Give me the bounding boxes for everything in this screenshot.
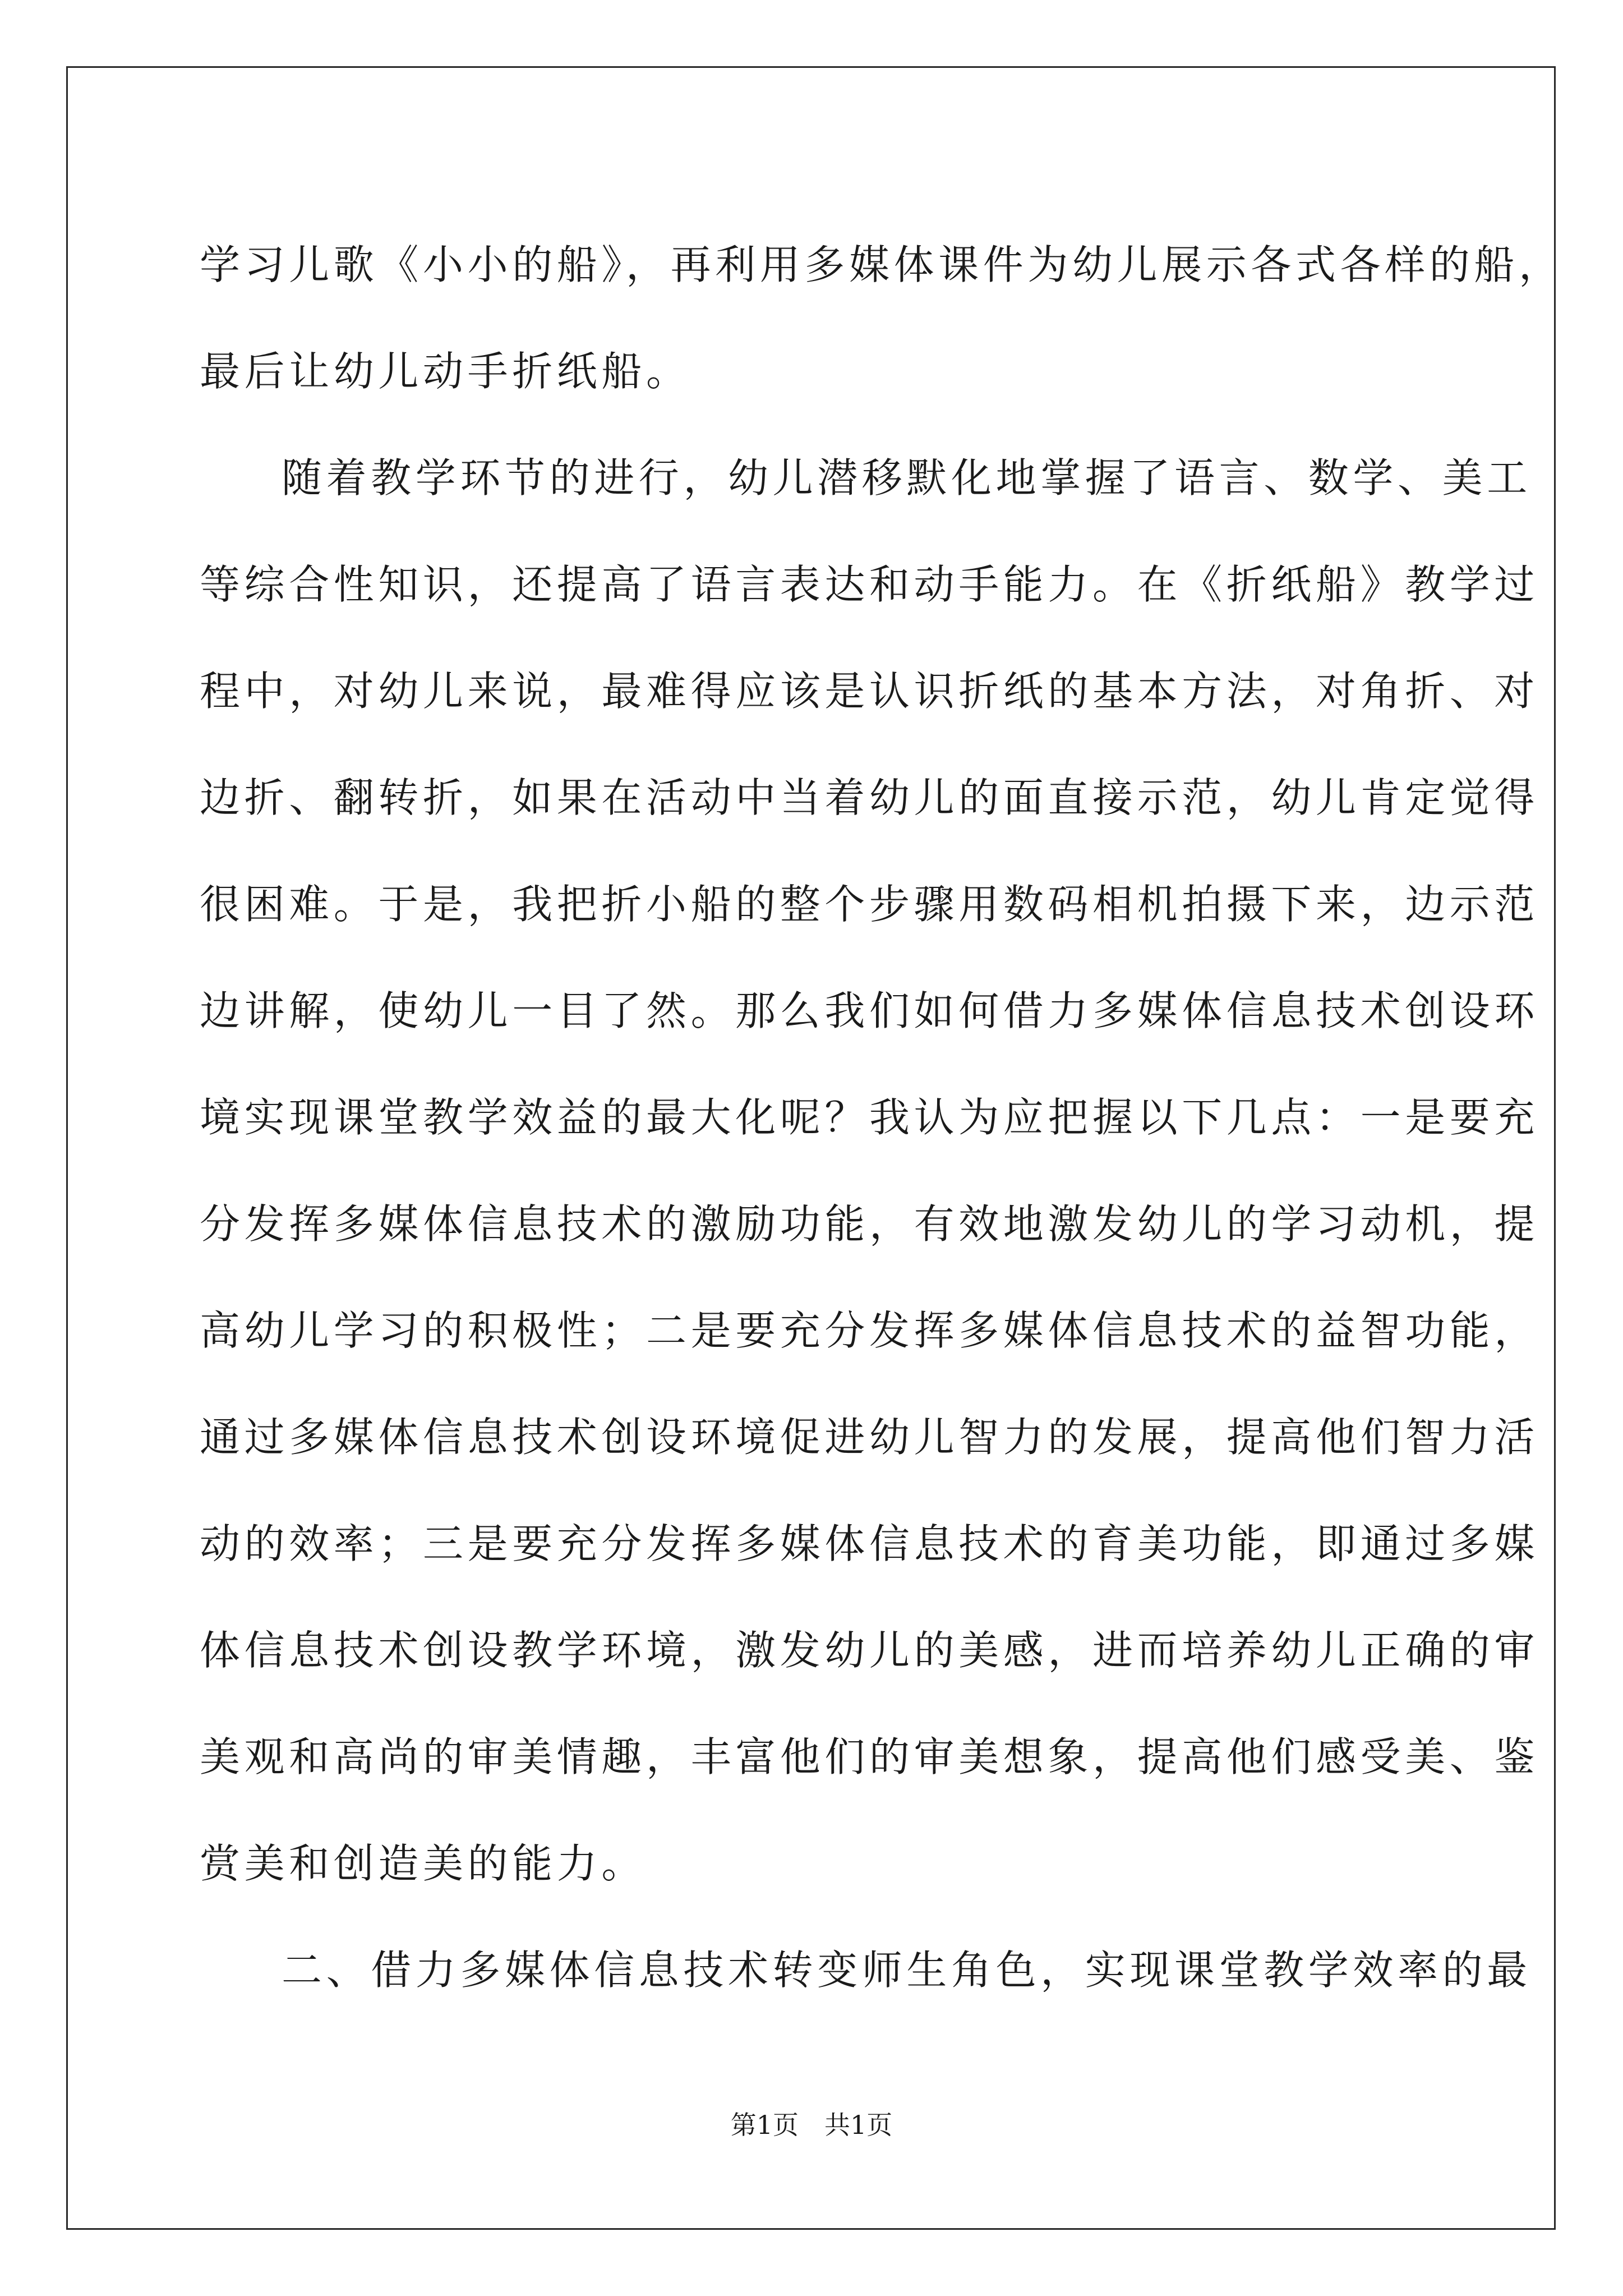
page-number-footer: 第1页 共1页 xyxy=(730,2110,893,2140)
text-line: 程中，对幼儿来说，最难得应该是认识折纸的基本方法，对角折、对 xyxy=(200,668,1539,715)
document-body xyxy=(200,211,1564,2023)
text-line: 境实现课堂教学效益的最大化呢？我认为应把握以下几点：一是要充 xyxy=(200,1094,1539,1141)
section-heading-line: 二、借力多媒体信息技术转变师生角色，实现课堂教学效率的最 xyxy=(282,1947,1532,1994)
text-line: 赏美和创造美的能力。 xyxy=(200,1840,647,1887)
text-line: 边讲解，使幼儿一目了然。那么我们如何借力多媒体信息技术创设环 xyxy=(200,987,1539,1034)
text-line: 分发挥多媒体信息技术的激励功能，有效地激发幼儿的学习动机，提 xyxy=(200,1200,1539,1248)
text-line: 等综合性知识，还提高了语言表达和动手能力。在《折纸船》教学过 xyxy=(200,561,1539,608)
text-line: 体信息技术创设教学环境，激发幼儿的美感，进而培养幼儿正确的审 xyxy=(200,1627,1539,1674)
text-line: 高幼儿学习的积极性；二是要充分发挥多媒体信息技术的益智功能， xyxy=(200,1307,1539,1354)
text-line: 最后让幼儿动手折纸船。 xyxy=(200,348,691,395)
text-line: 学习儿歌《小小的船》，再利用多媒体课件为幼儿展示各式各样的船， xyxy=(200,241,1564,288)
text-line: 通过多媒体信息技术创设环境促进幼儿智力的发展，提高他们智力活 xyxy=(200,1414,1539,1461)
text-line: 美观和高尚的审美情趣，丰富他们的审美想象，提高他们感受美、鉴 xyxy=(200,1733,1539,1780)
text-line: 边折、翻转折，如果在活动中当着幼儿的面直接示范，幼儿肯定觉得 xyxy=(200,774,1539,821)
paragraph-start-line: 随着教学环节的进行，幼儿潜移默化地掌握了语言、数学、美工 xyxy=(282,454,1532,501)
text-line: 很困难。于是，我把折小船的整个步骤用数码相机拍摄下来，边示范 xyxy=(200,881,1539,928)
text-line: 动的效率；三是要充分发挥多媒体信息技术的育美功能，即通过多媒 xyxy=(200,1520,1539,1567)
